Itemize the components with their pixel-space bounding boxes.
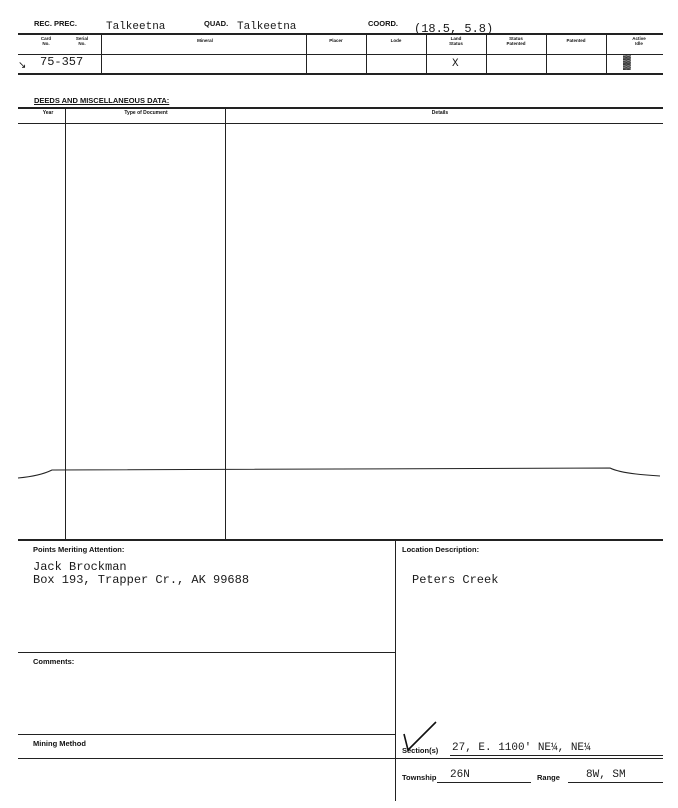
col-patented: Patented: [566, 38, 586, 43]
col-serial-no: Serial No.: [75, 36, 89, 46]
mining-rule-bottom: [18, 758, 663, 759]
col-land-status: Land Status: [449, 36, 463, 46]
quad-value: Talkeetna: [237, 21, 297, 33]
deeds-rule-header: [18, 123, 663, 124]
range-label: Range: [537, 773, 560, 782]
mining-rule: [18, 734, 395, 735]
location-label: Location Description:: [402, 545, 480, 554]
comments-label: Comments:: [33, 657, 75, 666]
quad-label: QUAD.: [204, 19, 229, 28]
row-tick: ↘: [18, 60, 27, 71]
col-lode: Lode: [390, 38, 402, 43]
col-active-idle: Active Idle: [632, 36, 646, 46]
points-label: Points Meriting Attention:: [33, 545, 125, 554]
col-placer: Placer: [329, 38, 343, 43]
deeds-rule-top: [18, 107, 663, 109]
range-underline: [568, 782, 663, 783]
points-line2: Box 193, Trapper Cr., AK 99688: [33, 573, 250, 587]
range-value: 8W, SM: [586, 769, 626, 781]
deeds-title: DEEDS AND MISCELLANEOUS DATA:: [34, 96, 170, 105]
township-underline: [437, 782, 531, 783]
col-card-no: Card No.: [40, 36, 52, 46]
coord-value: (18.5, 5.8): [414, 22, 494, 36]
coord-label: COORD.: [368, 19, 398, 28]
col-sep: [101, 33, 102, 73]
active-idle-mark: ▓: [623, 55, 631, 70]
col-sep: [606, 33, 607, 73]
header-underline: [18, 73, 663, 75]
col-status-patented: Status Patented: [506, 36, 526, 46]
header-rule-top: [18, 33, 663, 35]
section-underline: [450, 755, 663, 756]
comments-rule: [18, 652, 395, 653]
deeds-col-details: Details: [431, 110, 449, 116]
location-value: Peters Creek: [412, 573, 499, 587]
lower-col-sep: [395, 539, 396, 801]
section-label: Section(s): [402, 746, 439, 755]
township-value: 26N: [450, 769, 470, 781]
header-rule-bottom: [18, 54, 663, 55]
card-serial-value: 75-357: [40, 55, 84, 69]
section-value: 27, E. 1100' NE¼, NE¼: [452, 742, 591, 754]
col-mineral: Mineral: [197, 38, 213, 43]
points-line1: Jack Brockman: [33, 560, 127, 574]
rec-prec-value: Talkeetna: [106, 21, 166, 33]
deeds-rule-bottom: [18, 539, 663, 541]
deeds-col-type: Type of Document: [124, 110, 168, 116]
mining-label: Mining Method: [33, 739, 86, 748]
land-status-mark: X: [452, 58, 459, 70]
rec-prec-label: REC. PREC.: [34, 19, 77, 28]
township-label: Township: [402, 773, 437, 782]
deeds-col-year: Year: [42, 110, 54, 116]
fold-line: [0, 462, 678, 492]
